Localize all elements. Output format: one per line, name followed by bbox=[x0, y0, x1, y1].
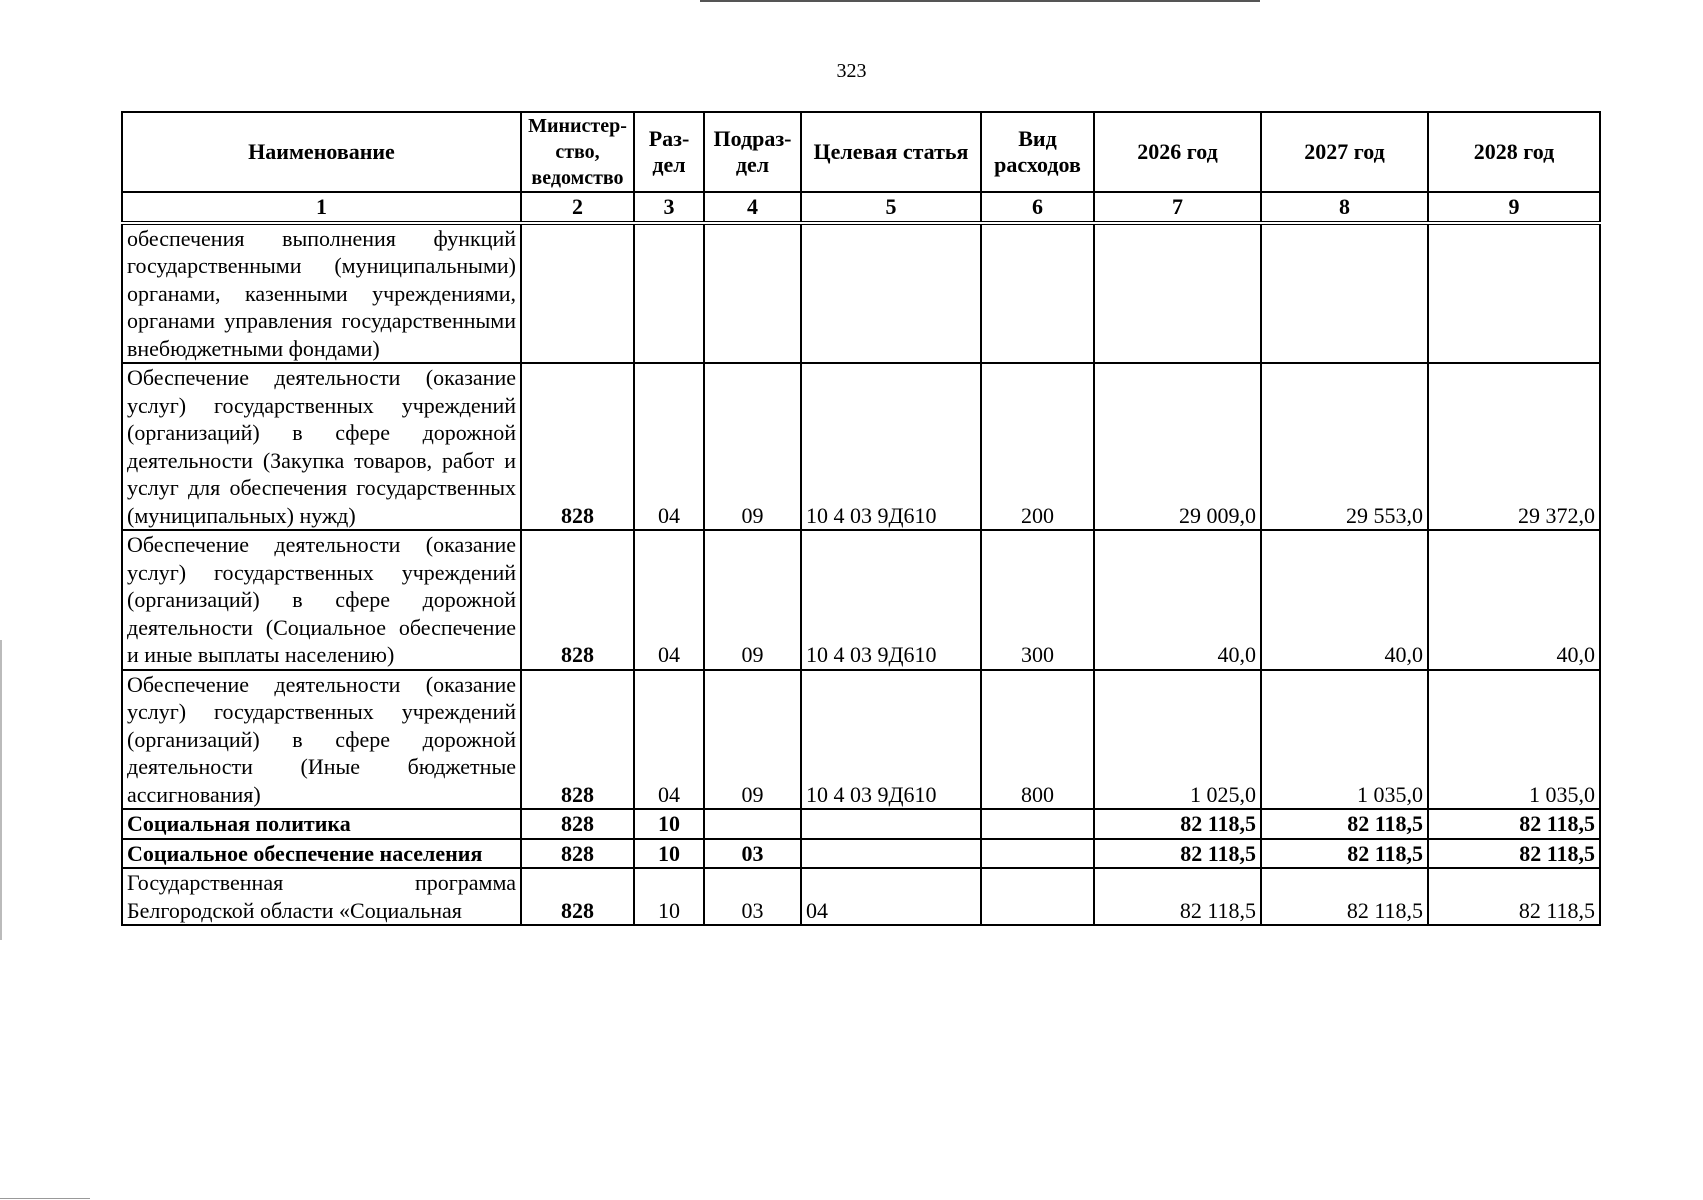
row-section: 10 bbox=[634, 839, 704, 869]
table-row bbox=[122, 670, 1600, 810]
row-expense-type: 800 bbox=[981, 670, 1094, 810]
scan-edge-top bbox=[700, 0, 1260, 2]
table-row bbox=[122, 223, 1600, 364]
row-2027: 82 118,5 bbox=[1261, 839, 1428, 869]
page-number: 323 bbox=[836, 60, 867, 82]
row-target-article: 04 bbox=[801, 868, 981, 925]
row-name: Социальная политика bbox=[122, 809, 521, 839]
header-target-article: Целевая статья bbox=[801, 112, 981, 192]
row-name: Социальное обеспечение населения bbox=[122, 839, 521, 869]
row-subsection: 09 bbox=[704, 363, 801, 530]
row-2026 bbox=[1094, 223, 1261, 364]
column-number: 8 bbox=[1261, 192, 1428, 223]
row-section: 10 bbox=[634, 809, 704, 839]
row-section bbox=[634, 223, 704, 364]
row-ministry: 828 bbox=[521, 530, 634, 670]
row-2026: 40,0 bbox=[1094, 530, 1261, 670]
row-ministry: 828 bbox=[521, 809, 634, 839]
column-number-row bbox=[122, 192, 1600, 223]
row-subsection bbox=[704, 223, 801, 364]
row-target-article: 10 4 03 9Д610 bbox=[801, 530, 981, 670]
header-name: Наименование bbox=[122, 112, 521, 192]
column-number: 3 bbox=[634, 192, 704, 223]
table-row bbox=[122, 530, 1600, 670]
row-section: 04 bbox=[634, 530, 704, 670]
scan-edge-left bbox=[0, 640, 2, 940]
column-number: 9 bbox=[1428, 192, 1600, 223]
row-2027 bbox=[1261, 223, 1428, 364]
row-expense-type bbox=[981, 839, 1094, 869]
row-ministry: 828 bbox=[521, 839, 634, 869]
row-2027: 82 118,5 bbox=[1261, 868, 1428, 925]
row-subsection: 09 bbox=[704, 670, 801, 810]
row-2026: 82 118,5 bbox=[1094, 839, 1261, 869]
column-number: 2 bbox=[521, 192, 634, 223]
row-ministry: 828 bbox=[521, 868, 634, 925]
budget-table bbox=[121, 111, 1601, 926]
row-2028: 29 372,0 bbox=[1428, 363, 1600, 530]
row-target-article: 10 4 03 9Д610 bbox=[801, 670, 981, 810]
row-subsection: 09 bbox=[704, 530, 801, 670]
row-subsection: 03 bbox=[704, 839, 801, 869]
table-row bbox=[122, 839, 1600, 869]
row-section: 10 bbox=[634, 868, 704, 925]
row-2027: 1 035,0 bbox=[1261, 670, 1428, 810]
row-ministry: 828 bbox=[521, 670, 634, 810]
table-row bbox=[122, 809, 1600, 839]
row-name: Обеспечение деятельности (оказание услуг) государственных учреждений (организаций) в сфере дорожной деятельности (Социальное обеспечение и иные выплаты населению) bbox=[122, 530, 521, 670]
row-2028 bbox=[1428, 223, 1600, 364]
row-2026: 82 118,5 bbox=[1094, 868, 1261, 925]
header-year-2026: 2026 год bbox=[1094, 112, 1261, 192]
row-name: Государственная программа Белгородской области «Социальная bbox=[122, 868, 521, 925]
row-name: обеспечения выполнения функций государственными (муниципальными) органами, казенными учреждениями, органами управления государственными внебюджетными фондами) bbox=[122, 223, 521, 364]
row-ministry: 828 bbox=[521, 363, 634, 530]
header-year-2028: 2028 год bbox=[1428, 112, 1600, 192]
row-subsection: 03 bbox=[704, 868, 801, 925]
header-section: Раз-дел bbox=[634, 112, 704, 192]
row-target-article bbox=[801, 223, 981, 364]
row-2028: 82 118,5 bbox=[1428, 839, 1600, 869]
column-number: 7 bbox=[1094, 192, 1261, 223]
row-name: Обеспечение деятельности (оказание услуг) государственных учреждений (организаций) в сфере дорожной деятельности (Иные бюджетные ассигнования) bbox=[122, 670, 521, 810]
row-target-article: 10 4 03 9Д610 bbox=[801, 363, 981, 530]
row-2028: 40,0 bbox=[1428, 530, 1600, 670]
row-target-article bbox=[801, 809, 981, 839]
header-row bbox=[122, 112, 1600, 192]
column-number: 5 bbox=[801, 192, 981, 223]
row-2028: 82 118,5 bbox=[1428, 868, 1600, 925]
row-section: 04 bbox=[634, 363, 704, 530]
row-2026: 82 118,5 bbox=[1094, 809, 1261, 839]
header-ministry: Министер-ство, ведомство bbox=[521, 112, 634, 192]
row-subsection bbox=[704, 809, 801, 839]
table-row bbox=[122, 363, 1600, 530]
row-2026: 29 009,0 bbox=[1094, 363, 1261, 530]
row-2026: 1 025,0 bbox=[1094, 670, 1261, 810]
row-2027: 82 118,5 bbox=[1261, 809, 1428, 839]
row-expense-type bbox=[981, 868, 1094, 925]
row-ministry bbox=[521, 223, 634, 364]
header-year-2027: 2027 год bbox=[1261, 112, 1428, 192]
header-expense-type: Вид расходов bbox=[981, 112, 1094, 192]
row-2027: 40,0 bbox=[1261, 530, 1428, 670]
row-expense-type: 200 bbox=[981, 363, 1094, 530]
table-row bbox=[122, 868, 1600, 925]
row-2028: 1 035,0 bbox=[1428, 670, 1600, 810]
row-target-article bbox=[801, 839, 981, 869]
header-subsection: Подраз-дел bbox=[704, 112, 801, 192]
row-section: 04 bbox=[634, 670, 704, 810]
row-expense-type: 300 bbox=[981, 530, 1094, 670]
column-number: 6 bbox=[981, 192, 1094, 223]
row-name: Обеспечение деятельности (оказание услуг) государственных учреждений (организаций) в сфере дорожной деятельности (Закупка товаров, работ и услуг для обеспечения государственных (муниципальных) нужд) bbox=[122, 363, 521, 530]
scan-edge-bottom bbox=[0, 1198, 90, 1199]
row-expense-type bbox=[981, 223, 1094, 364]
row-expense-type bbox=[981, 809, 1094, 839]
column-number: 4 bbox=[704, 192, 801, 223]
row-2028: 82 118,5 bbox=[1428, 809, 1600, 839]
row-2027: 29 553,0 bbox=[1261, 363, 1428, 530]
column-number: 1 bbox=[122, 192, 521, 223]
